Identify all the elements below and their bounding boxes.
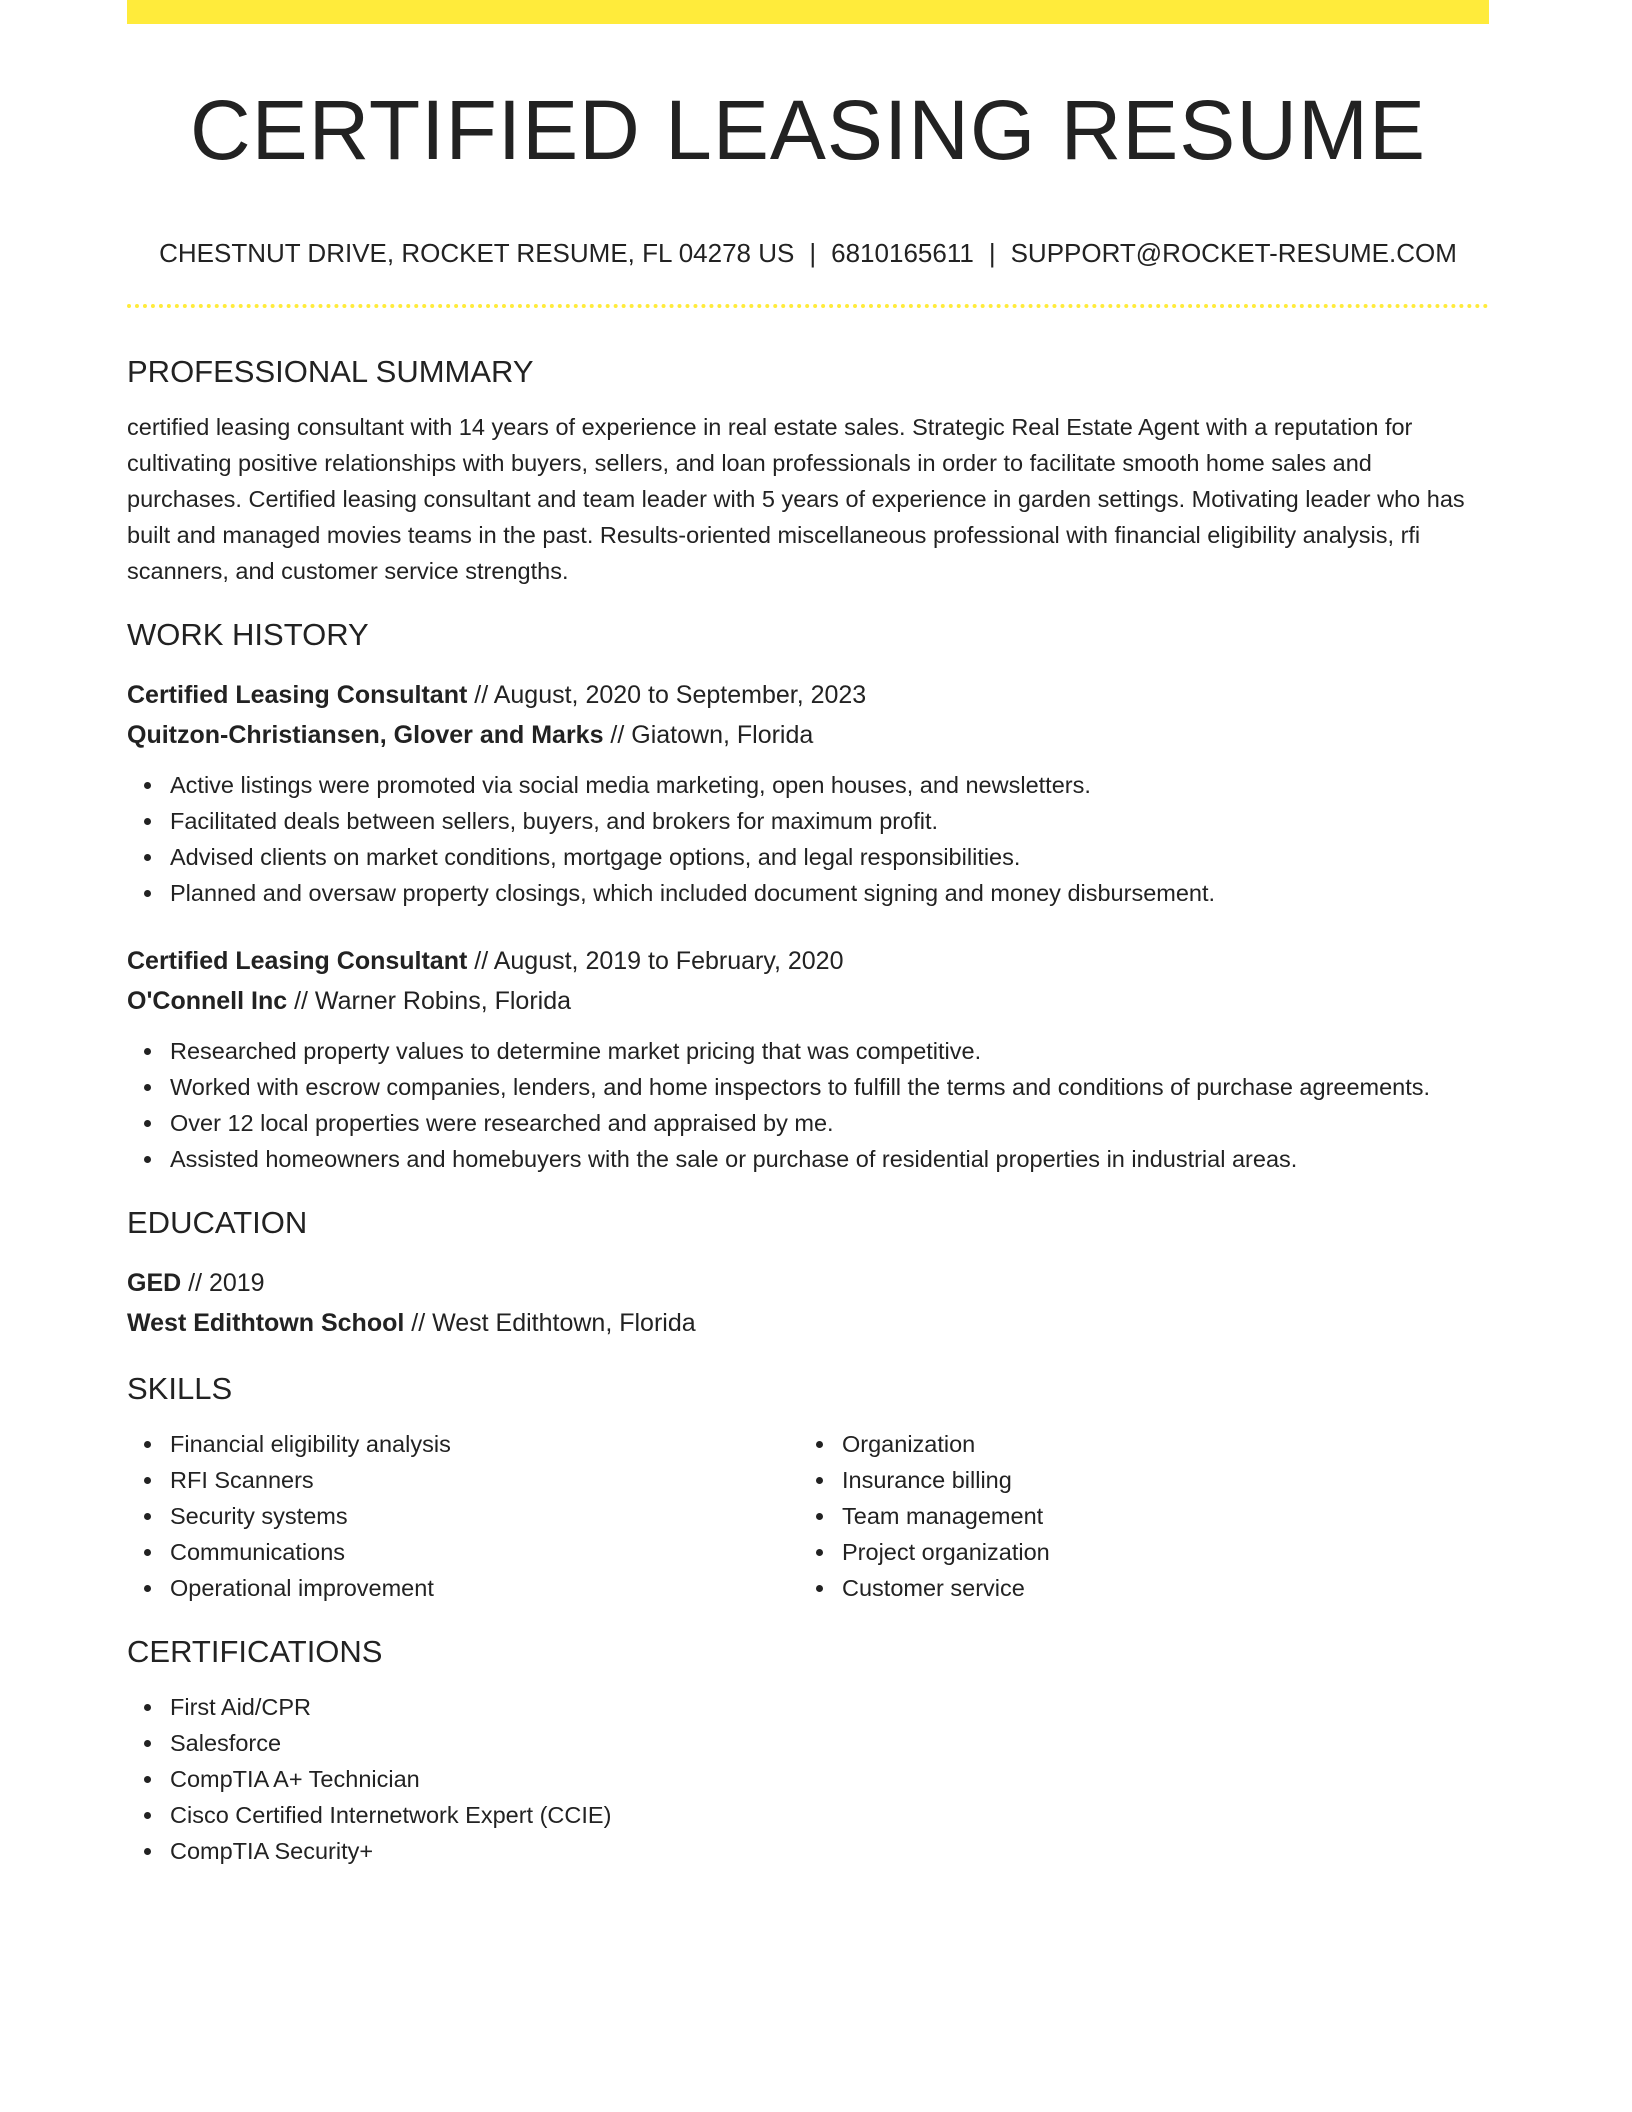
list-item: Insurance billing	[799, 1462, 1471, 1498]
education-entry	[127, 1263, 1489, 1343]
job-company: Quitzon-Christiansen, Glover and Marks	[127, 721, 604, 749]
contact-line	[127, 236, 1489, 270]
list-item: Assisted homeowners and homebuyers with the sale or purchase of residential properties in industrial areas.	[127, 1141, 1489, 1177]
list-item: Active listings were promoted via social media marketing, open houses, and newsletters.	[127, 767, 1489, 803]
education-location: // West Edithtown, Florida	[404, 1309, 696, 1337]
job-location: // Giatown, Florida	[603, 721, 814, 749]
section-title-summary: PROFESSIONAL SUMMARY	[127, 354, 534, 389]
list-item: Salesforce	[127, 1725, 1489, 1761]
list-item: Worked with escrow companies, lenders, and home inspectors to fulfill the terms and conditions of purchase agreements.	[127, 1069, 1489, 1105]
list-item: Project organization	[799, 1534, 1471, 1570]
list-item: Communications	[127, 1534, 799, 1570]
list-item: Over 12 local properties were researched and appraised by me.	[127, 1105, 1489, 1141]
job-entry	[127, 675, 1489, 911]
section-title-skills: SKILLS	[127, 1371, 233, 1406]
list-item: CompTIA A+ Technician	[127, 1761, 1489, 1797]
contact-email: SUPPORT@ROCKET-RESUME.COM	[1010, 238, 1457, 268]
education-year: // 2019	[181, 1269, 265, 1297]
skills-list-right	[799, 1426, 1471, 1606]
job-dates: // August, 2019 to February, 2020	[467, 947, 844, 975]
list-item: RFI Scanners	[127, 1462, 799, 1498]
list-item: Researched property values to determine market pricing that was competitive.	[127, 1033, 1489, 1069]
skills-list-left	[127, 1426, 799, 1606]
dotted-divider	[127, 304, 1489, 308]
accent-top-bar	[127, 0, 1489, 24]
contact-address: CHESTNUT DRIVE, ROCKET RESUME, FL 04278 US	[159, 238, 795, 268]
education-school-line	[127, 1303, 1489, 1343]
education-degree-line	[127, 1263, 1489, 1303]
job-location: // Warner Robins, Florida	[287, 987, 572, 1015]
contact-separator: |	[809, 238, 817, 268]
contact-phone: 6810165611	[831, 238, 974, 268]
list-item: Facilitated deals between sellers, buyers, and brokers for maximum profit.	[127, 803, 1489, 839]
list-item: Operational improvement	[127, 1570, 799, 1606]
list-item: Financial eligibility analysis	[127, 1426, 799, 1462]
summary-text: certified leasing consultant with 14 years of experience in real estate sales. Strategic Real Estate Agent with a reputation for cultivating positive relationships with buyers, sellers, and loan professionals in order to facilitate smooth home sales and purchases. Certified leasing consultant and team leader with 5 years of experience in garden settings. Motivating leader who has built and managed movies teams in the past. Results-oriented miscellaneous professional with financial eligibility analysis, rfi scanners, and customer service strengths.	[127, 414, 1465, 584]
list-item: Organization	[799, 1426, 1471, 1462]
job-company: O'Connell Inc	[127, 987, 288, 1015]
section-title-work-history: WORK HISTORY	[127, 617, 369, 652]
skills-columns	[127, 1426, 1489, 1606]
list-item: Security systems	[127, 1498, 799, 1534]
work-history-section	[127, 615, 1489, 1177]
job-role-line	[127, 941, 1489, 981]
list-item: Customer service	[799, 1570, 1471, 1606]
education-school: West Edithtown School	[127, 1309, 405, 1337]
education-degree: GED	[127, 1269, 182, 1297]
section-title-education: EDUCATION	[127, 1205, 308, 1240]
education-section	[127, 1203, 1489, 1343]
contact-separator: |	[988, 238, 996, 268]
job-dates: // August, 2020 to September, 2023	[467, 681, 867, 709]
job-company-line	[127, 981, 1489, 1021]
list-item: CompTIA Security+	[127, 1833, 1489, 1869]
section-title-certifications: CERTIFICATIONS	[127, 1634, 383, 1669]
job-role: Certified Leasing Consultant	[127, 947, 468, 975]
skills-section	[127, 1369, 1489, 1606]
summary-section	[127, 352, 1489, 589]
job-role-line	[127, 675, 1489, 715]
list-item: Cisco Certified Internetwork Expert (CCIE)	[127, 1797, 1489, 1833]
job-bullets	[127, 1033, 1489, 1177]
list-item: Advised clients on market conditions, mortgage options, and legal responsibilities.	[127, 839, 1489, 875]
list-item: Team management	[799, 1498, 1471, 1534]
list-item: Planned and oversaw property closings, which included document signing and money disbursement.	[127, 875, 1489, 911]
job-entry	[127, 941, 1489, 1177]
resume-title: CERTIFIED LEASING RESUME	[189, 83, 1426, 177]
certifications-list	[127, 1689, 1489, 1869]
list-item: First Aid/CPR	[127, 1689, 1489, 1725]
certifications-section	[127, 1632, 1489, 1869]
resume-content	[127, 352, 1489, 1869]
job-role: Certified Leasing Consultant	[127, 681, 468, 709]
job-bullets	[127, 767, 1489, 911]
job-company-line	[127, 715, 1489, 755]
